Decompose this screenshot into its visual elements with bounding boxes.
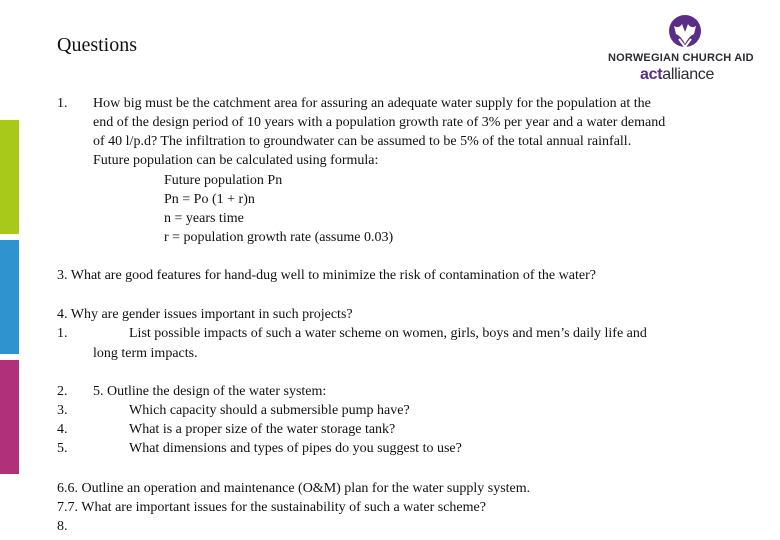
q1-line-2: end of the design period of 10 years with a population growth rate of 3% per year and a water demand bbox=[93, 115, 666, 130]
q1-line-3: of 40 l/p.d? The infiltration to groundwater can be assumed to be 5% of the total annual rainfall. bbox=[93, 134, 632, 149]
q7-text: 7.7. What are important issues for the sustainability of such a water scheme? bbox=[57, 500, 486, 515]
q5-row-3-number: 4. bbox=[57, 422, 68, 437]
formula-line-4: r = population growth rate (assume 0.03) bbox=[164, 230, 394, 245]
q1-line-4: Future population can be calculated using formula: bbox=[93, 153, 379, 168]
logo-actalliance bbox=[640, 66, 714, 84]
q4-item-text: List possible impacts of such a water scheme on women, girls, boys and men’s daily life and bbox=[129, 326, 647, 341]
logo-name: NORWEGIAN CHURCH AID bbox=[608, 52, 754, 64]
q5-row-3-text: What is a proper size of the water storage tank? bbox=[129, 422, 396, 437]
q5-row-4-number: 5. bbox=[57, 441, 68, 456]
q5-row-4-text: What dimensions and types of pipes do you suggest to use? bbox=[129, 441, 462, 456]
formula-line-2: Pn = Po (1 + r)n bbox=[164, 192, 255, 207]
side-bar-magenta bbox=[0, 360, 19, 474]
q4-heading: 4. Why are gender issues important in such projects? bbox=[57, 307, 353, 322]
q5-row-1-text: 5. Outline the design of the water system: bbox=[93, 384, 327, 399]
page-title: Questions bbox=[57, 34, 137, 56]
logo-alliance: alliance bbox=[662, 66, 715, 83]
q5-row-2-text: Which capacity should a submersible pump have? bbox=[129, 403, 410, 418]
logo-act: act bbox=[640, 66, 663, 83]
side-bar-green bbox=[0, 120, 19, 234]
q4-item-number: 1. bbox=[57, 326, 68, 341]
q1-line-1: How big must be the catchment area for assuring an adequate water supply for the population at the bbox=[93, 96, 651, 111]
formula-line-3: n = years time bbox=[164, 211, 244, 226]
q5-row-2-number: 3. bbox=[57, 403, 68, 418]
q6-text: 6.6. Outline an operation and maintenance (O&M) plan for the water supply system. bbox=[57, 481, 531, 496]
q4-item-continuation: long term impacts. bbox=[93, 346, 198, 361]
q8-text: 8. bbox=[57, 519, 68, 534]
q5-row-1-number: 2. bbox=[57, 384, 68, 399]
dove-hands-logo-icon bbox=[668, 14, 702, 52]
q3-text: 3. What are good features for hand-dug well to minimize the risk of contamination of the water? bbox=[57, 268, 596, 283]
q1-number: 1. bbox=[57, 96, 68, 111]
formula-line-1: Future population Pn bbox=[164, 173, 283, 188]
side-bar-blue bbox=[0, 240, 19, 354]
